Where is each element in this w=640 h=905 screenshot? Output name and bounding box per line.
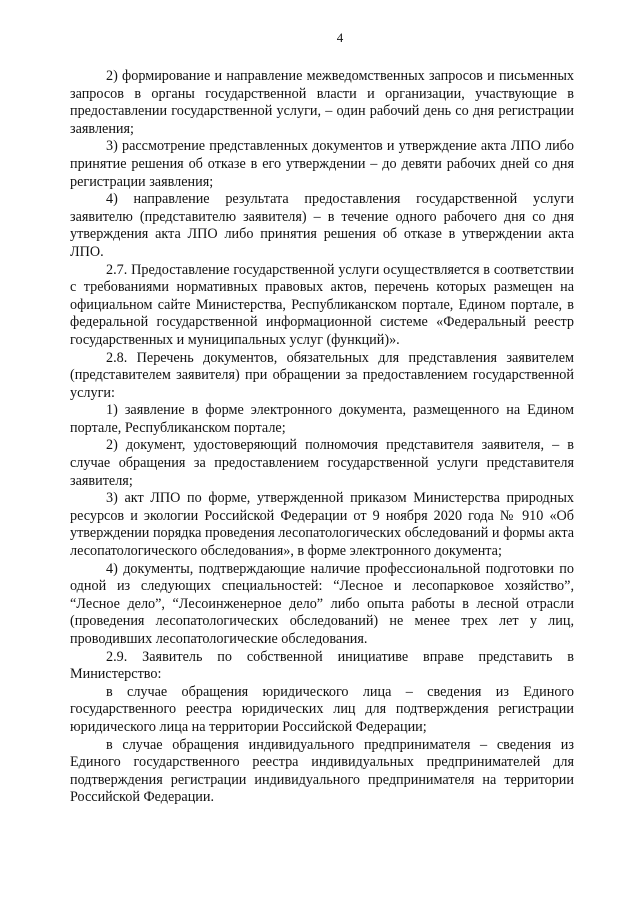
paragraph-5: 2.8. Перечень документов, обязательных для представления заявителем (представителем заявителя) при обращении за предоставлением государственной услуги: [70,349,574,401]
paragraph-10: 2.9. Заявитель по собственной инициативе вправе представить в Министерство: [70,648,574,683]
paragraph-3: 4) направление результата предоставления государственной услуги заявителю (представителю заявителя) – в течение одного рабочего дня со дня утверждения акта ЛПО либо принятия решения об отказе в утверждении акта ЛПО. [70,191,574,260]
document-page [70,30,574,807]
paragraph-2: 3) рассмотрение представленных документов и утверждение акта ЛПО либо принятие решения об отказе в его утверждении – до девяти рабочих дней со дня регистрации заявления; [70,138,574,190]
paragraph-7: 2) документ, удостоверяющий полномочия представителя заявителя, – в случае обращения за предоставлением государственной услуги представителя заявителя; [70,437,574,489]
paragraph-8: 3) акт ЛПО по форме, утвержденной приказом Министерства природных ресурсов и экологии Российской Федерации от 9 ноября 2020 года № 910 «Об утверждении порядка проведения лесопатологических обследований и формы акта лесопатологического обследования», в форме электронного документа; [70,490,574,560]
paragraph-9: 4) документы, подтверждающие наличие профессиональной подготовки по одной из следующих специальностей: “Лесное и лесопарковое хозяйство”, “Лесное дело”, “Лесоинженерное дело” либо опыта работы в лесной отрасли (проведения лесопатологических обследований) не менее трех лет у лиц, проводивших лесопатологические обследования. [70,560,574,647]
document-body [70,68,574,807]
paragraph-1: 2) формирование и направление межведомственных запросов и письменных запросов в органы государственной власти и организации, участвующие в предоставлении государственной услуги, – один рабочий день со дня регистрации заявления; [70,68,574,137]
paragraph-4: 2.7. Предоставление государственной услуги осуществляется в соответствии с требованиями нормативных правовых актов, перечень которых размещен на официальном сайте Министерства, Республиканском портале, Едином портале, в федеральной государственной информационной системе «Федеральный реестр государственных и муниципальных услуг (функций)». [70,261,574,348]
paragraph-12: в случае обращения индивидуального предпринимателя – сведения из Единого государственного реестра индивидуальных предпринимателей для подтверждения регистрации индивидуального предпринимателя на территории Российской Федерации. [70,736,574,806]
paragraph-11: в случае обращения юридического лица – сведения из Единого государственного реестра юридических лиц для подтверждения регистрации юридического лица на территории Российской Федерации; [70,683,574,735]
page-number: 4 [336,30,344,45]
paragraph-6: 1) заявление в форме электронного документа, размещенного на Едином портале, Республиканском портале; [70,402,574,436]
